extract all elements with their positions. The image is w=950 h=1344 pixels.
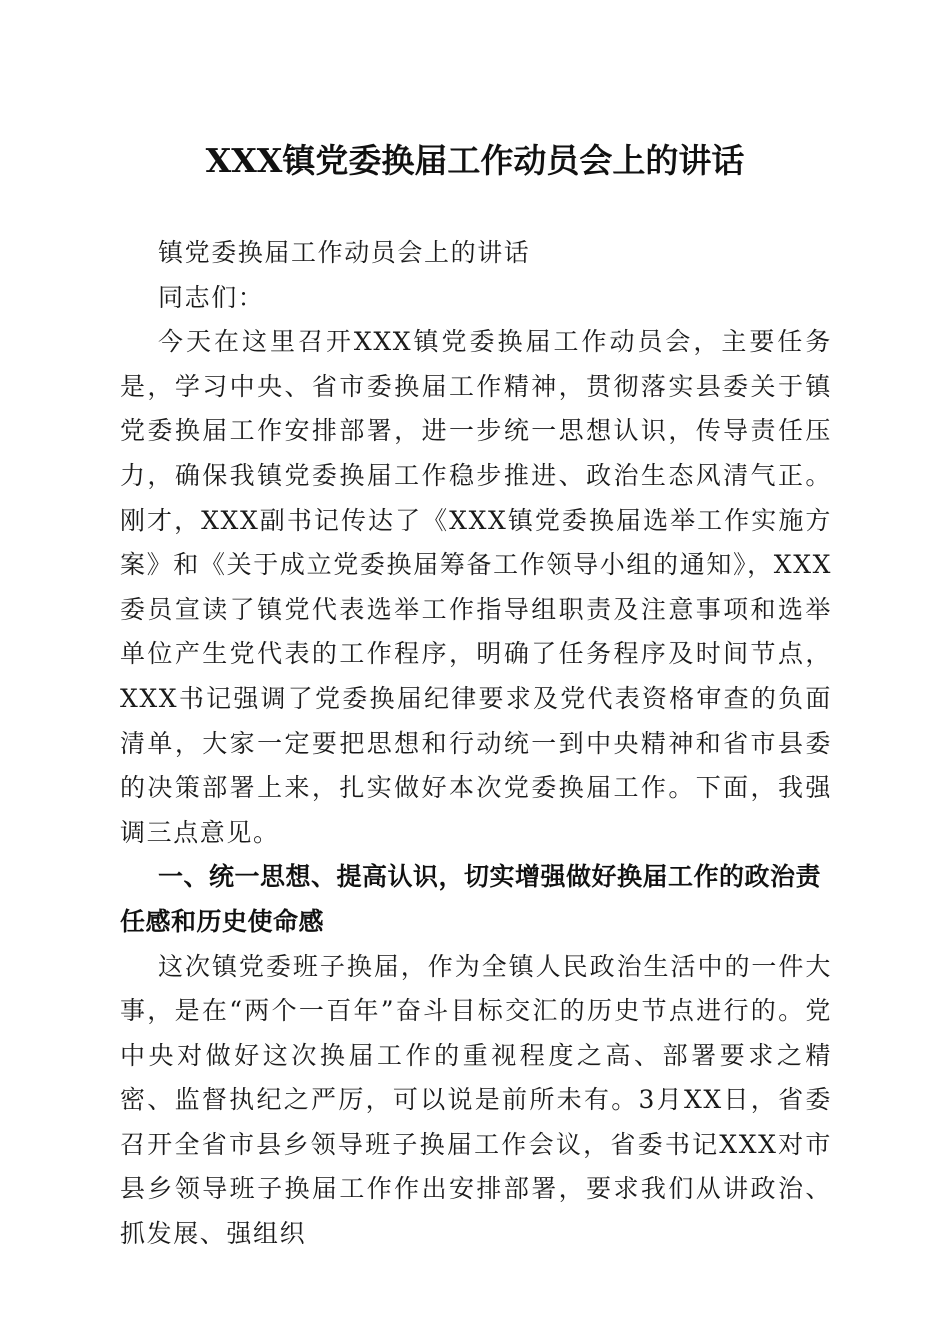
- section-heading-1: 一、统一思想、提高认识，切实增强做好换届工作的政治责任感和历史使命感: [120, 862, 822, 936]
- document-body: [120, 231, 832, 1257]
- paragraph-section-1: 这次镇党委班子换届，作为全镇人民政治生活中的一件大事，是在“两个一百年”奋斗目标交汇的历史节点进行的。党中央对做好这次换届工作的重视程度之高、部署要求之精密、监督执纪之严厉，可以说是前所未有。3月XX日，省委召开全省市县乡领导班子换届工作会议，省委书记XXX对市县乡领导班子换届工作作出安排部署，要求我们从讲政治、抓发展、强组织: [120, 951, 832, 1249]
- paragraph-opening: 今天在这里召开XXX镇党委换届工作动员会，主要任务是，学习中央、省市委换届工作精神，贯彻落实县委关于镇党委换届工作安排部署，进一步统一思想认识，传导责任压力，确保我镇党委换届工作稳步推进、政治生态风清气正。刚才，XXX副书记传达了《XXX镇党委换届选举工作实施方案》和《关于成立党委换届筹备工作领导小组的通知》，XXX委员宣读了镇党代表选举工作指导组职责及注意事项和选举单位产生党代表的工作程序，明确了任务程序及时间节点，XXX书记强调了党委换届纪律要求及党代表资格审查的负面清单，大家一定要把思想和行动统一到中央精神和省市县委的决策部署上来，扎实做好本次党委换届工作。下面，我强调三点意见。: [120, 327, 832, 847]
- subtitle-line: 镇党委换届工作动员会上的讲话: [158, 238, 531, 267]
- document-title: XXX镇党委换届工作动员会上的讲话: [205, 141, 745, 180]
- salutation: 同志们：: [158, 282, 265, 312]
